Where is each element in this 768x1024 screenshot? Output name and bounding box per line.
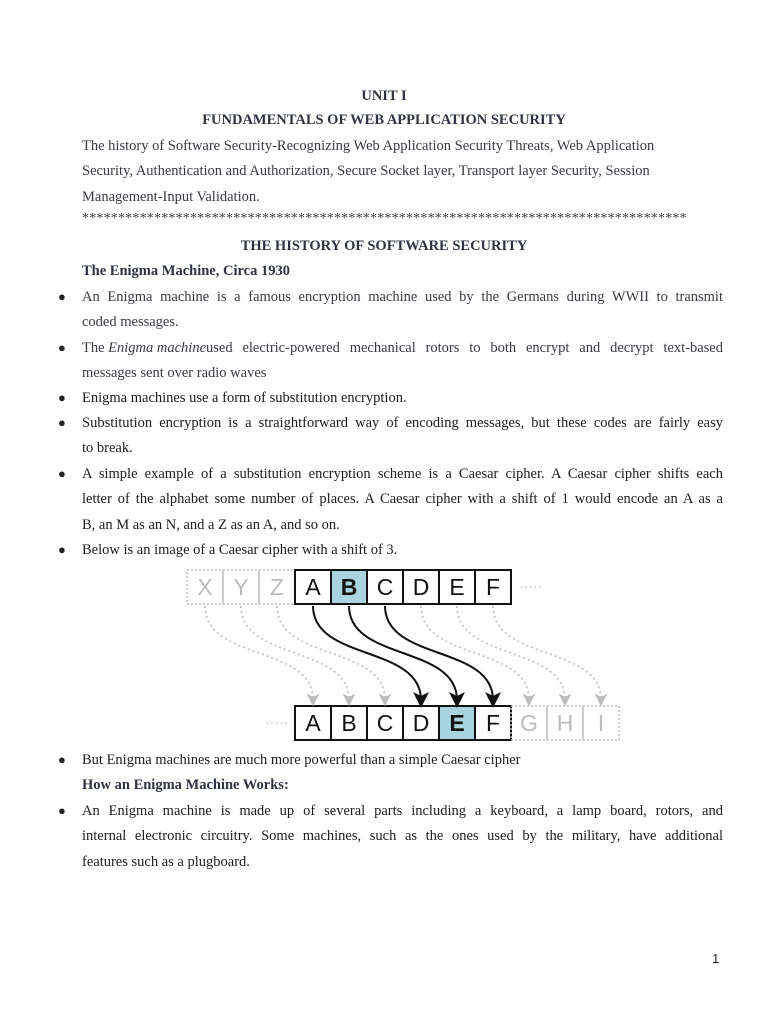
bullet-marker: ● (58, 542, 66, 557)
unit-heading: UNIT I (361, 88, 407, 104)
bullet-item (82, 336, 723, 387)
bullet-line: An Enigma machine is made up of several parts including a keyboard, a lamp board, rotors, and (82, 803, 723, 819)
how-it-works-heading: How an Enigma Machine Works: (82, 777, 289, 793)
cipher-letter: A (305, 710, 321, 736)
bullet-line: But Enigma machines are much more powerful than a simple Caesar cipher (82, 752, 521, 768)
separator-line: ************************************************************************************ (82, 211, 687, 226)
bullet-line: Below is an image of a Caesar cipher with a shift of 3. (82, 542, 398, 558)
syllabus-line: Security, Authentication and Authorization, Secure Socket layer, Transport layer Security, Session (82, 163, 650, 180)
bullet-item (82, 462, 723, 538)
cipher-letter: B (340, 574, 358, 600)
bullet-line: letter of the alphabet some number of places. A Caesar cipher with a shift of 1 would encode an A as a (82, 491, 723, 508)
syllabus-line: The history of Software Security-Recognizing Web Application Security Threats, Web Application (82, 138, 655, 154)
bullet-marker: ● (58, 289, 66, 304)
cipher-arrow-faded (205, 606, 313, 700)
cipher-letter: E (449, 574, 465, 600)
cipher-letter: C (376, 574, 394, 600)
syllabus-line: Management-Input Validation. (82, 188, 260, 205)
bullet-line: B, an M as an N, and a Z as an A, and so on. (82, 516, 340, 533)
cipher-letter: I (597, 710, 605, 736)
section-subheading: The Enigma Machine, Circa 1930 (82, 263, 290, 279)
cipher-letter: D (412, 574, 430, 600)
bullet-line: features such as a plugboard. (82, 853, 250, 870)
bullet-item (82, 285, 723, 336)
bullet-line: An Enigma machine is a famous encryption machine used by the Germans during WWII to transmit (82, 289, 723, 305)
cipher-letter: F (485, 574, 501, 600)
bullet-marker: ● (58, 466, 66, 481)
bullet-marker: ● (58, 415, 66, 430)
bullet-line-start (82, 336, 206, 361)
bullet-line: Substitution encryption is a straightforward way of encoding messages, but these codes are fairly easy (82, 415, 723, 431)
cipher-letter: A (305, 574, 321, 600)
bullet-marker: ● (58, 752, 66, 767)
bullet-item (82, 411, 723, 462)
bullet-text: The (82, 340, 109, 356)
cipher-letter: H (556, 710, 574, 736)
bullet-line: A simple example of a substitution encryption scheme is a Caesar cipher. A Caesar cipher shifts each (82, 466, 723, 482)
bullet-line: to break. (82, 440, 133, 457)
bullet-marker: ● (58, 803, 66, 818)
bullet-line: coded messages. (82, 314, 179, 331)
cipher-letter: Y (233, 574, 249, 600)
cipher-letter: X (197, 574, 213, 600)
bullet-line: internal electronic circuitry. Some machines, such as the ones used by the military, have additional (82, 828, 723, 845)
cipher-letter: D (412, 710, 430, 736)
cipher-letter: Z (269, 574, 285, 600)
cipher-letter: B (341, 710, 357, 736)
bullet-item (82, 799, 723, 875)
caesar-cipher-diagram (0, 560, 768, 750)
syllabus-paragraph (82, 134, 723, 210)
bullet-item (82, 748, 723, 773)
cipher-letter: G (520, 710, 538, 736)
section-title: THE HISTORY OF SOFTWARE SECURITY (240, 238, 528, 254)
cipher-letter: E (449, 710, 465, 736)
italic-term: Enigma machine (108, 340, 207, 356)
bullet-text: used electric-powered mechanical rotors to both encrypt and decrypt text-based (206, 340, 723, 356)
unit-title: FUNDAMENTALS OF WEB APPLICATION SECURITY (202, 112, 566, 128)
bullet-marker: ● (58, 340, 66, 355)
bullet-marker: ● (58, 390, 66, 405)
cipher-letter: F (485, 710, 501, 736)
bullet-line: messages sent over radio waves (82, 365, 267, 382)
bullet-item (82, 386, 723, 411)
cipher-ellipsis: ····· (519, 578, 543, 594)
cipher-letter: C (376, 710, 394, 736)
bullet-line (82, 336, 723, 361)
page-number: 1 (712, 951, 720, 966)
cipher-ellipsis: ····· (265, 714, 289, 730)
bullet-line: Enigma machines use a form of substitution encryption. (82, 390, 407, 406)
